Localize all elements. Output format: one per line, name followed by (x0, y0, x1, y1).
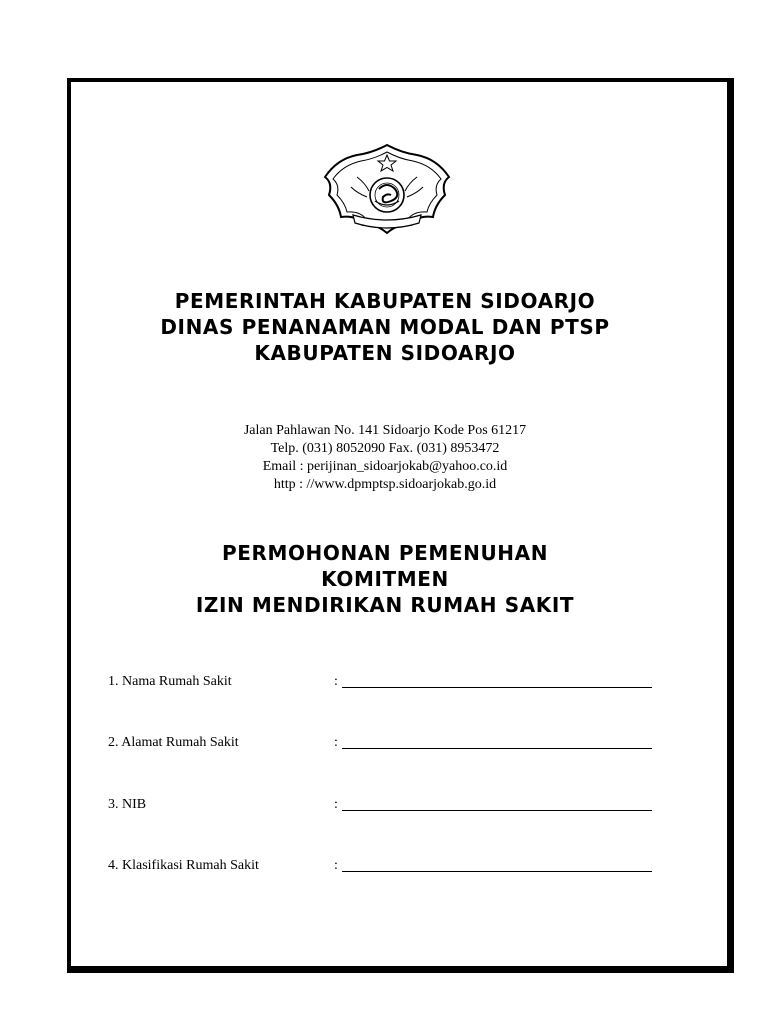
address-block (0, 422, 770, 494)
fill-in-line[interactable] (342, 748, 652, 749)
heading-line: DINAS PENANAMAN MODAL DAN PTSP (160, 315, 610, 339)
field-hospital-address (108, 735, 668, 755)
address-phone: Telp. (031) 8052090 Fax. (031) 8953472 (270, 441, 500, 456)
field-hospital-classification (108, 858, 668, 878)
field-nib (108, 797, 668, 817)
field-label: 1. Nama Rumah Sakit (108, 674, 232, 689)
address-web: http : //www.dpmptsp.sidoarjokab.go.id (273, 477, 497, 492)
field-hospital-name (108, 674, 668, 694)
title-line: PERMOHONAN PEMENUHAN (221, 541, 549, 565)
field-label: 2. Alamat Rumah Sakit (108, 735, 239, 750)
field-colon: : (334, 797, 338, 812)
heading-line: KABUPATEN SIDOARJO (254, 341, 516, 365)
field-label: 3. NIB (108, 797, 147, 812)
field-label: 4. Klasifikasi Rumah Sakit (108, 858, 259, 873)
field-colon: : (334, 735, 338, 750)
heading-line: PEMERINTAH KABUPATEN SIDOARJO (174, 289, 596, 313)
title-line: IZIN MENDIRIKAN RUMAH SAKIT (195, 593, 575, 617)
sidoarjo-seal-logo (317, 143, 457, 236)
field-colon: : (334, 858, 338, 873)
document-title (0, 540, 770, 618)
address-email: Email : perijinan_sidoarjokab@yahoo.co.id (262, 459, 508, 474)
agency-heading (0, 288, 770, 366)
title-line: KOMITMEN (321, 567, 449, 591)
fill-in-line[interactable] (342, 687, 652, 688)
field-colon: : (334, 674, 338, 689)
address-street: Jalan Pahlawan No. 141 Sidoarjo Kode Pos 61217 (243, 423, 527, 438)
fill-in-line[interactable] (342, 871, 652, 872)
fill-in-line[interactable] (342, 810, 652, 811)
